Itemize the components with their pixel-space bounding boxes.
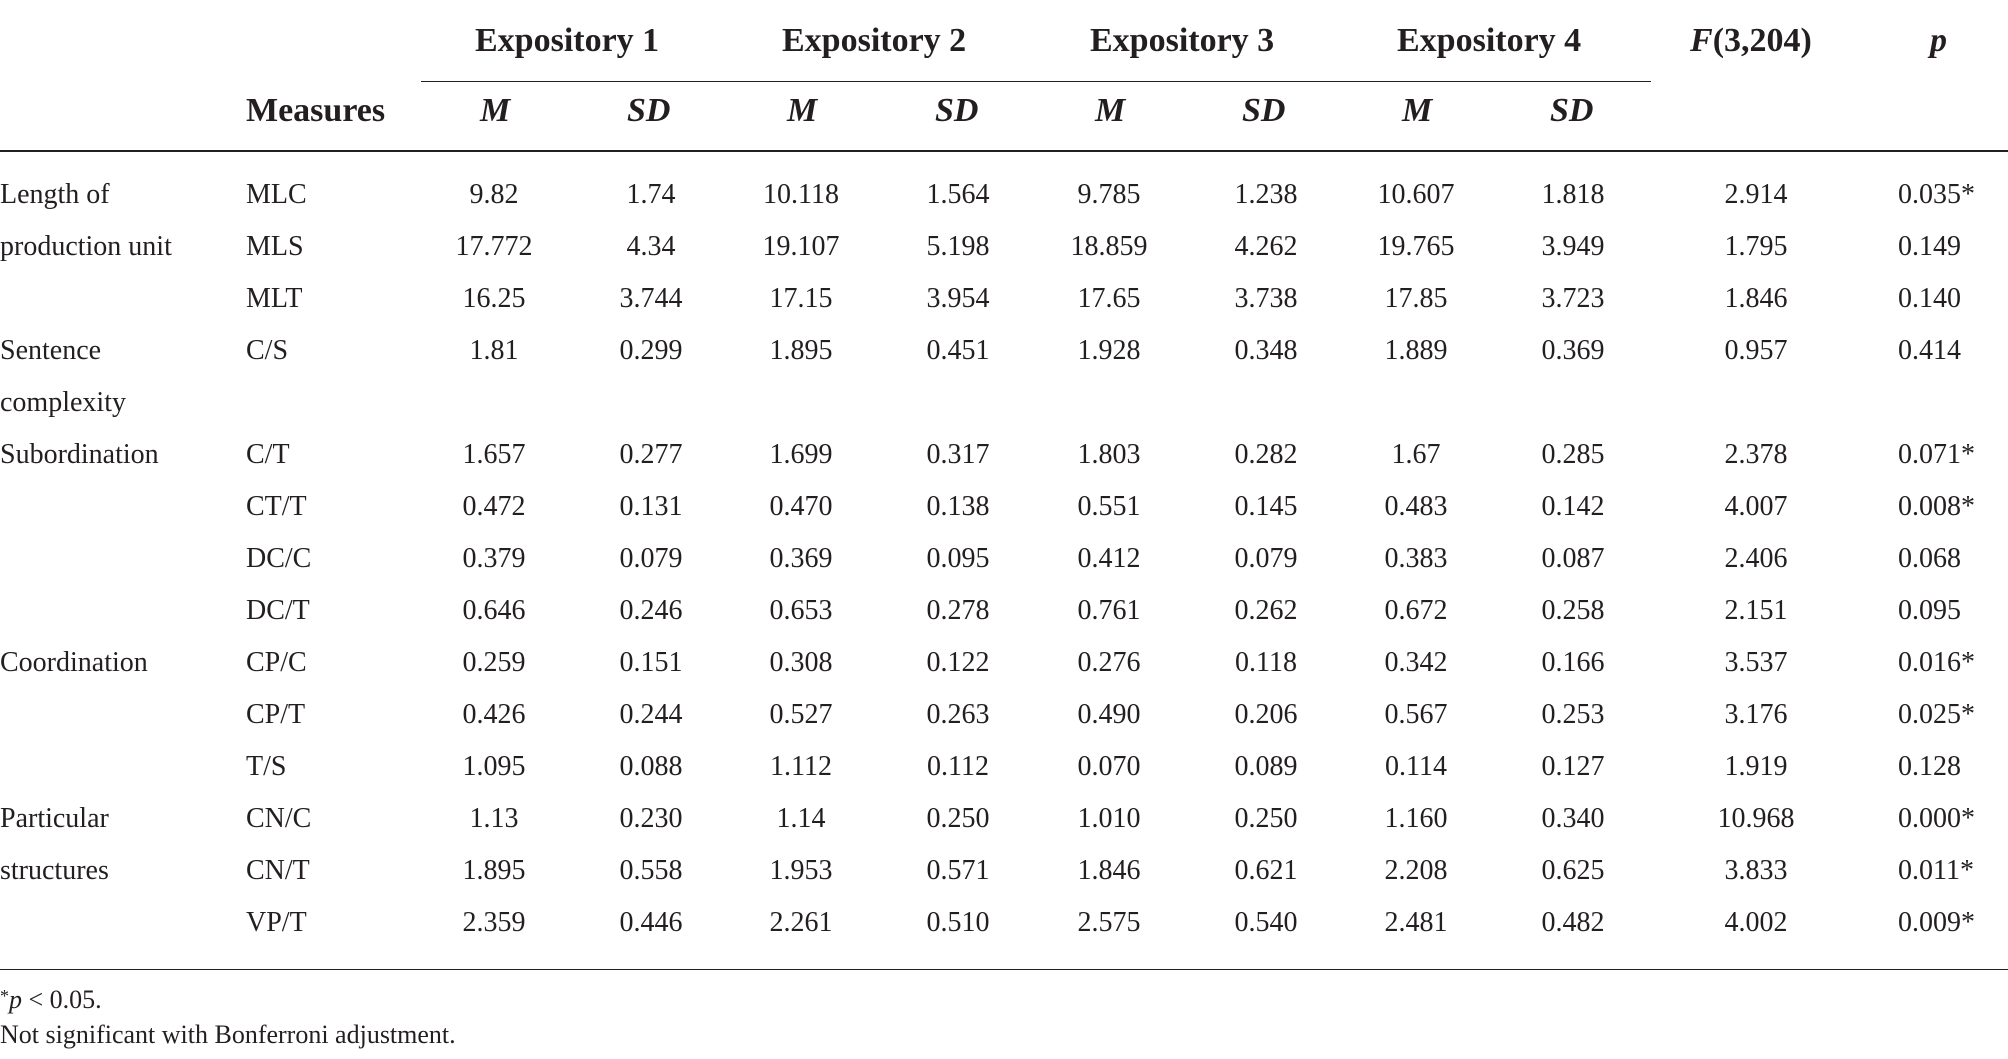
f-value-cell: 2.406: [1724, 543, 1788, 574]
footnote-p: p: [9, 985, 22, 1014]
sd-cell: 0.446: [619, 907, 683, 938]
p-value-cell: 0.068: [1898, 543, 1961, 574]
sd-cell: 0.244: [619, 699, 683, 730]
measure-label: CN/C: [246, 803, 312, 834]
measure-label: MLC: [246, 179, 307, 210]
sd-cell: 0.088: [619, 751, 683, 782]
mean-cell: 2.575: [1077, 907, 1141, 938]
sd-cell: 0.299: [619, 335, 683, 366]
sd-cell: 0.253: [1541, 699, 1605, 730]
group-header-expository-2: Expository 2: [782, 22, 967, 59]
sd-cell: 0.369: [1541, 335, 1605, 366]
mean-cell: 2.481: [1384, 907, 1448, 938]
group-header-expository-1: Expository 1: [475, 22, 660, 59]
mean-cell: 0.342: [1384, 647, 1448, 678]
mean-cell: 16.25: [462, 283, 526, 314]
sd-cell: 0.166: [1541, 647, 1605, 678]
mean-cell: 0.259: [462, 647, 526, 678]
p-value-cell: 0.140: [1898, 283, 1961, 314]
sd-cell: 1.818: [1541, 179, 1605, 210]
mean-cell: 1.160: [1384, 803, 1448, 834]
mean-cell: 0.412: [1077, 543, 1141, 574]
sd-cell: 0.451: [926, 335, 990, 366]
mean-cell: 0.070: [1077, 751, 1141, 782]
mean-cell: 1.889: [1384, 335, 1448, 366]
p-value-cell: 0.000*: [1898, 803, 1975, 834]
f-letter: F: [1690, 22, 1713, 59]
footnote-threshold: < 0.05.: [22, 985, 102, 1014]
measure-label: MLT: [246, 283, 303, 314]
sd-cell: 0.142: [1541, 491, 1605, 522]
sd-cell: 0.131: [619, 491, 683, 522]
category-label: Sentence: [0, 335, 102, 366]
mean-cell: 1.699: [769, 439, 833, 470]
sd-cell: 1.564: [926, 179, 990, 210]
sd-cell: 4.34: [626, 231, 676, 262]
group-header-expository-4: Expository 4: [1397, 22, 1582, 59]
category-label: Subordination: [0, 439, 159, 470]
sd-cell: 0.510: [926, 907, 990, 938]
f-value-cell: 10.968: [1717, 803, 1795, 834]
sd-cell: 0.089: [1234, 751, 1298, 782]
p-value-cell: 0.095: [1898, 595, 1961, 626]
sd-cell: 0.621: [1234, 855, 1298, 886]
mean-cell: 9.82: [469, 179, 519, 210]
mean-cell: 1.13: [469, 803, 519, 834]
mean-cell: 0.379: [462, 543, 526, 574]
sd-cell: 0.145: [1234, 491, 1298, 522]
mean-cell: 17.772: [455, 231, 533, 262]
sd-cell: 0.571: [926, 855, 990, 886]
sd-cell: 5.198: [926, 231, 990, 262]
p-value-cell: 0.035*: [1898, 179, 1975, 210]
sd-cell: 0.258: [1541, 595, 1605, 626]
group-underline: [421, 81, 1651, 82]
category-label: Particular: [0, 803, 109, 834]
mean-cell: 0.483: [1384, 491, 1448, 522]
measure-label: CT/T: [246, 491, 307, 522]
mean-cell: 0.646: [462, 595, 526, 626]
category-label: Length of: [0, 179, 110, 210]
mean-cell: 0.490: [1077, 699, 1141, 730]
sd-cell: 0.246: [619, 595, 683, 626]
f-value-cell: 3.176: [1724, 699, 1788, 730]
mean-cell: 0.761: [1077, 595, 1141, 626]
mean-cell: 0.276: [1077, 647, 1141, 678]
measure-label: C/S: [246, 335, 289, 366]
sd-cell: 0.262: [1234, 595, 1298, 626]
footnote-star: *: [0, 986, 9, 1006]
measure-label: DC/C: [246, 543, 312, 574]
mean-cell: 1.67: [1391, 439, 1441, 470]
sd-cell: 0.127: [1541, 751, 1605, 782]
bottom-rule: [0, 969, 2008, 970]
sd-cell: 0.138: [926, 491, 990, 522]
group-header-expository-3: Expository 3: [1090, 22, 1275, 59]
mean-cell: 1.095: [462, 751, 526, 782]
sd-cell: 0.277: [619, 439, 683, 470]
mean-cell: 0.470: [769, 491, 833, 522]
f-value-cell: 2.378: [1724, 439, 1788, 470]
p-value-cell: 0.128: [1898, 751, 1961, 782]
mean-cell: 0.567: [1384, 699, 1448, 730]
mean-cell: 0.672: [1384, 595, 1448, 626]
measure-label: CP/T: [246, 699, 306, 730]
mean-cell: 2.261: [769, 907, 833, 938]
mean-cell: 0.551: [1077, 491, 1141, 522]
measure-label: C/T: [246, 439, 290, 470]
sd-cell: 0.087: [1541, 543, 1605, 574]
f-value-cell: 1.919: [1724, 751, 1788, 782]
p-value-cell: 0.011*: [1898, 855, 1974, 886]
mean-cell: 2.359: [462, 907, 526, 938]
f-value-cell: 2.151: [1724, 595, 1788, 626]
f-value-cell: 3.833: [1724, 855, 1788, 886]
mean-cell: 0.369: [769, 543, 833, 574]
sd-cell: 0.340: [1541, 803, 1605, 834]
mean-cell: 18.859: [1070, 231, 1148, 262]
p-value-cell: 0.149: [1898, 231, 1961, 262]
top-rule: [0, 150, 2008, 152]
sd-cell: 0.348: [1234, 335, 1298, 366]
category-label: structures: [0, 855, 109, 886]
mean-cell: 1.81: [469, 335, 519, 366]
mean-cell: 0.653: [769, 595, 833, 626]
sd-header: SD: [1550, 92, 1594, 129]
sd-header: SD: [935, 92, 979, 129]
f-degrees: (3,204): [1712, 22, 1812, 59]
mean-cell: 0.472: [462, 491, 526, 522]
sd-cell: 0.625: [1541, 855, 1605, 886]
sd-cell: 0.118: [1235, 647, 1297, 678]
p-value-cell: 0.025*: [1898, 699, 1975, 730]
f-value-cell: 1.846: [1724, 283, 1788, 314]
sd-cell: 1.238: [1234, 179, 1298, 210]
f-value-cell: 2.914: [1724, 179, 1788, 210]
sd-cell: 3.954: [926, 283, 990, 314]
m-header: M: [480, 92, 511, 129]
sd-cell: 3.723: [1541, 283, 1605, 314]
mean-cell: 10.118: [763, 179, 839, 210]
f-value-cell: 3.537: [1724, 647, 1788, 678]
sd-cell: 0.540: [1234, 907, 1298, 938]
sd-cell: 0.263: [926, 699, 990, 730]
measure-label: T/S: [246, 751, 287, 782]
mean-cell: 0.308: [769, 647, 833, 678]
category-label: complexity: [0, 387, 126, 418]
category-label: Coordination: [0, 647, 148, 678]
sd-cell: 0.558: [619, 855, 683, 886]
p-value-cell: 0.071*: [1898, 439, 1975, 470]
sd-cell: 0.250: [926, 803, 990, 834]
mean-cell: 2.208: [1384, 855, 1448, 886]
mean-cell: 17.85: [1384, 283, 1448, 314]
sd-header: SD: [627, 92, 671, 129]
m-header: M: [1402, 92, 1433, 129]
sd-cell: 4.262: [1234, 231, 1298, 262]
mean-cell: 19.107: [762, 231, 840, 262]
mean-cell: 9.785: [1077, 179, 1141, 210]
sd-cell: 3.949: [1541, 231, 1605, 262]
mean-cell: 0.426: [462, 699, 526, 730]
m-header: M: [1095, 92, 1126, 129]
sd-cell: 0.285: [1541, 439, 1605, 470]
mean-cell: 1.657: [462, 439, 526, 470]
measure-label: CN/T: [246, 855, 310, 886]
sd-cell: 3.744: [619, 283, 683, 314]
sd-cell: 0.079: [619, 543, 683, 574]
p-value-cell: 0.016*: [1898, 647, 1975, 678]
sd-cell: 0.079: [1234, 543, 1298, 574]
mean-cell: 0.527: [769, 699, 833, 730]
mean-cell: 1.928: [1077, 335, 1141, 366]
sd-cell: 0.151: [619, 647, 683, 678]
bonferroni-footnote: Not significant with Bonferroni adjustment.: [0, 1020, 456, 1049]
category-label: production unit: [0, 231, 172, 262]
mean-cell: 1.803: [1077, 439, 1141, 470]
p-value-cell: 0.009*: [1898, 907, 1975, 938]
sd-cell: 0.278: [926, 595, 990, 626]
mean-cell: 0.114: [1385, 751, 1447, 782]
p-value-header: p: [1930, 22, 1947, 59]
sd-cell: 0.282: [1234, 439, 1298, 470]
measure-label: DC/T: [246, 595, 310, 626]
sd-header: SD: [1242, 92, 1286, 129]
mean-cell: 1.010: [1077, 803, 1141, 834]
f-value-cell: 4.007: [1724, 491, 1788, 522]
sd-cell: 1.74: [626, 179, 676, 210]
measure-label: VP/T: [246, 907, 307, 938]
measure-label: CP/C: [246, 647, 307, 678]
p-value-cell: 0.008*: [1898, 491, 1975, 522]
mean-cell: 1.14: [776, 803, 826, 834]
mean-cell: 1.846: [1077, 855, 1141, 886]
f-statistic-header: [1690, 24, 1812, 58]
f-value-cell: 0.957: [1724, 335, 1788, 366]
sd-cell: 0.095: [926, 543, 990, 574]
sd-cell: 0.482: [1541, 907, 1605, 938]
measures-header: Measures: [246, 92, 386, 129]
f-value-cell: 4.002: [1724, 907, 1788, 938]
mean-cell: 17.65: [1077, 283, 1141, 314]
mean-cell: 1.895: [769, 335, 833, 366]
mean-cell: 1.953: [769, 855, 833, 886]
sd-cell: 0.250: [1234, 803, 1298, 834]
sd-cell: 0.206: [1234, 699, 1298, 730]
f-value-cell: 1.795: [1724, 231, 1788, 262]
mean-cell: 1.112: [770, 751, 832, 782]
sd-cell: 0.317: [926, 439, 990, 470]
measure-label: MLS: [246, 231, 304, 262]
significance-footnote: [0, 987, 102, 1013]
m-header: M: [787, 92, 818, 129]
sd-cell: 0.112: [927, 751, 989, 782]
sd-cell: 0.122: [926, 647, 990, 678]
p-value-cell: 0.414: [1898, 335, 1961, 366]
mean-cell: 10.607: [1377, 179, 1455, 210]
mean-cell: 1.895: [462, 855, 526, 886]
sd-cell: 0.230: [619, 803, 683, 834]
sd-cell: 3.738: [1234, 283, 1298, 314]
mean-cell: 0.383: [1384, 543, 1448, 574]
mean-cell: 19.765: [1377, 231, 1455, 262]
mean-cell: 17.15: [769, 283, 833, 314]
